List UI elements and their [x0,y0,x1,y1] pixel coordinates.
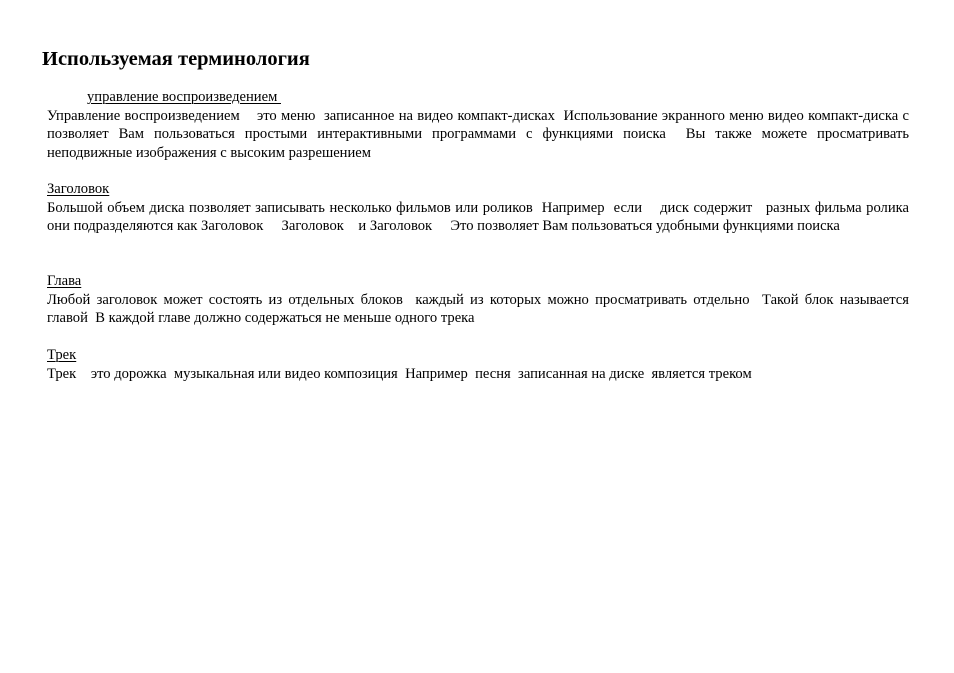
term-heading: Заголовок [47,181,110,197]
term-heading: управление воспроизведением [87,89,281,105]
term-section-track [47,346,909,383]
term-section-chapter [47,272,913,328]
term-definition: Любой заголовок может состоять из отдельных блоков каждый из которых можно просматривать отдельно Такой блок называется главой В каждой главе должно содержаться не меньше одного трека [47,291,913,326]
page-title: Используемая терминология [42,48,310,70]
term-section-title [47,180,920,236]
term-heading: Глава [47,273,82,289]
term-definition: Управление воспроизведением это меню записанное на видео компакт-дисках Использование экранного меню видео компакт-диска с позволяет Вам пользоваться простыми интерактивными программами с функциями поиска Вы также можете просматривать неподвижные изображения с высоким разрешением [47,107,953,161]
term-heading: Трек [47,347,77,363]
term-definition: Большой объем диска позволяет записывать несколько фильмов или роликов Например если диск содержит разных фильма ролика они подразделяются как Заголовок Заголовок и Заголовок Это позволяет Вам пользоваться удобными функциями поиска [47,199,920,234]
term-definition: Трек это дорожка музыкальная или видео композиция Например песня записанная на диске является треком [47,365,752,382]
term-section-playback-control [47,88,953,162]
